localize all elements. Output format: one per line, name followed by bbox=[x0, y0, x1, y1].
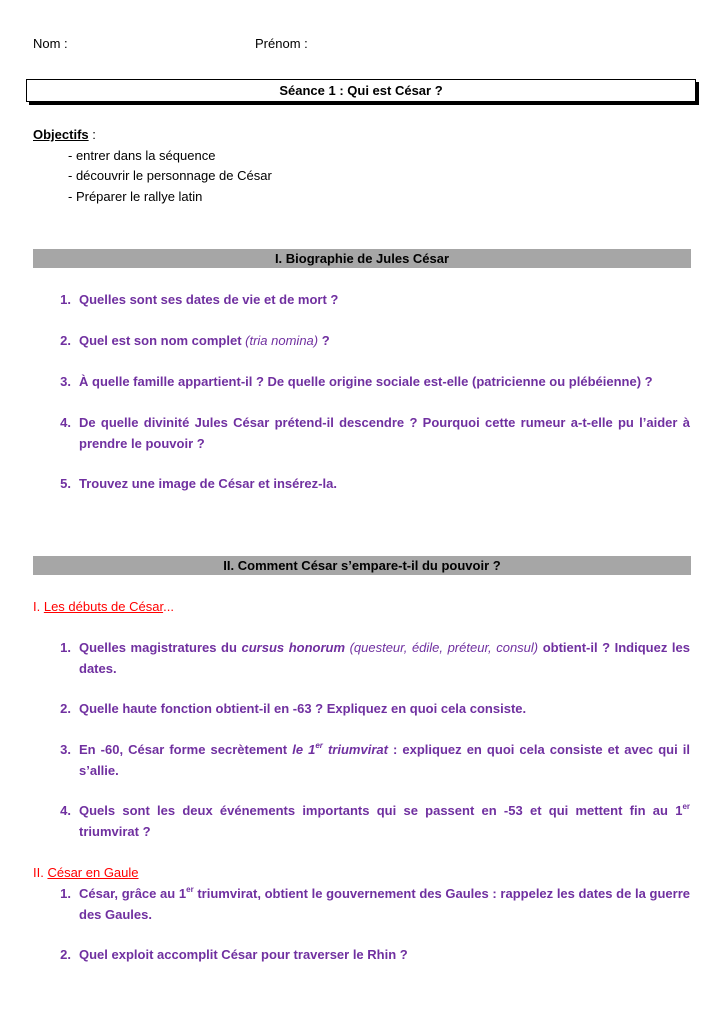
objectives-heading bbox=[33, 127, 96, 143]
question-item bbox=[55, 944, 690, 965]
question-text: Trouvez une image de César et insérez-la. bbox=[79, 476, 337, 491]
question-number: 5. bbox=[60, 476, 71, 491]
objective-item: - découvrir le personnage de César bbox=[68, 168, 272, 183]
question-number: 1. bbox=[60, 292, 71, 307]
question-number: 2. bbox=[60, 701, 71, 716]
question-text: De quelle divinité Jules César prétend-il descendre ? Pourquoi cette rumeur a-t-elle pu l’aider à prendre le pouvoir ? bbox=[79, 415, 690, 451]
question-item bbox=[55, 698, 690, 719]
question-item bbox=[55, 473, 690, 494]
question-text: Quelle haute fonction obtient-il en -63 ? Expliquez en quoi cela consiste. bbox=[79, 701, 527, 716]
question-number: 3. bbox=[60, 374, 71, 389]
question-text: Quelles magistratures du cursus honorum (questeur, édile, préteur, consul) obtient-il ? Indiquez les dates. bbox=[79, 640, 690, 676]
question-text: Quel est son nom complet (tria nomina) ? bbox=[79, 333, 330, 348]
question-item bbox=[55, 739, 690, 781]
question-text: Quel exploit accomplit César pour traverser le Rhin ? bbox=[79, 947, 408, 962]
question-number: 2. bbox=[60, 947, 71, 962]
question-number: 4. bbox=[60, 803, 71, 818]
question-item bbox=[55, 637, 690, 679]
objective-item: - Préparer le rallye latin bbox=[68, 189, 203, 204]
subsection-1-title: Les débuts de César bbox=[43, 599, 164, 614]
question-item bbox=[55, 371, 690, 392]
question-number: 3. bbox=[60, 742, 71, 757]
section-2-heading: II. Comment César s’empare-t-il du pouvoir ? bbox=[33, 556, 691, 575]
session-title: Séance 1 : Qui est César ? bbox=[26, 79, 696, 102]
question-text: Quels sont les deux événements importants qui se passent en -53 et qui mettent fin au 1er triumvirat ? bbox=[79, 802, 690, 839]
subsection-2-title: César en Gaule bbox=[47, 865, 139, 880]
question-item bbox=[55, 883, 690, 925]
nom-label: Nom : bbox=[33, 36, 68, 51]
question-item bbox=[55, 289, 690, 310]
question-number: 4. bbox=[60, 415, 71, 430]
prenom-label: Prénom : bbox=[255, 36, 308, 51]
question-number: 1. bbox=[60, 886, 71, 901]
subsection-1-heading: I. Les débuts de César... bbox=[33, 599, 174, 614]
objectives-colon: : bbox=[88, 127, 96, 142]
question-number: 1. bbox=[60, 640, 71, 655]
objectives-label: Objectifs bbox=[33, 127, 89, 142]
question-number: 2. bbox=[60, 333, 71, 348]
question-text: César, grâce au 1er triumvirat, obtient le gouvernement des Gaules : rappelez les dates de la guerre des Gaules. bbox=[79, 885, 690, 922]
tria-nomina: (tria nomina) bbox=[245, 333, 319, 348]
question-item bbox=[55, 800, 690, 842]
question-item bbox=[55, 412, 690, 454]
objective-item: - entrer dans la séquence bbox=[68, 148, 216, 163]
question-text: À quelle famille appartient-il ? De quelle origine sociale est-elle (patricienne ou plébéienne) ? bbox=[79, 374, 653, 389]
subsection-2-heading: II. César en Gaule bbox=[33, 865, 139, 880]
question-item bbox=[55, 330, 690, 351]
section-1-heading: I. Biographie de Jules César bbox=[33, 249, 691, 268]
question-text: En -60, César forme secrètement le 1er triumvirat : expliquez en quoi cela consiste et avec qui il s’allie. bbox=[79, 741, 690, 778]
question-text: Quelles sont ses dates de vie et de mort ? bbox=[79, 292, 339, 307]
